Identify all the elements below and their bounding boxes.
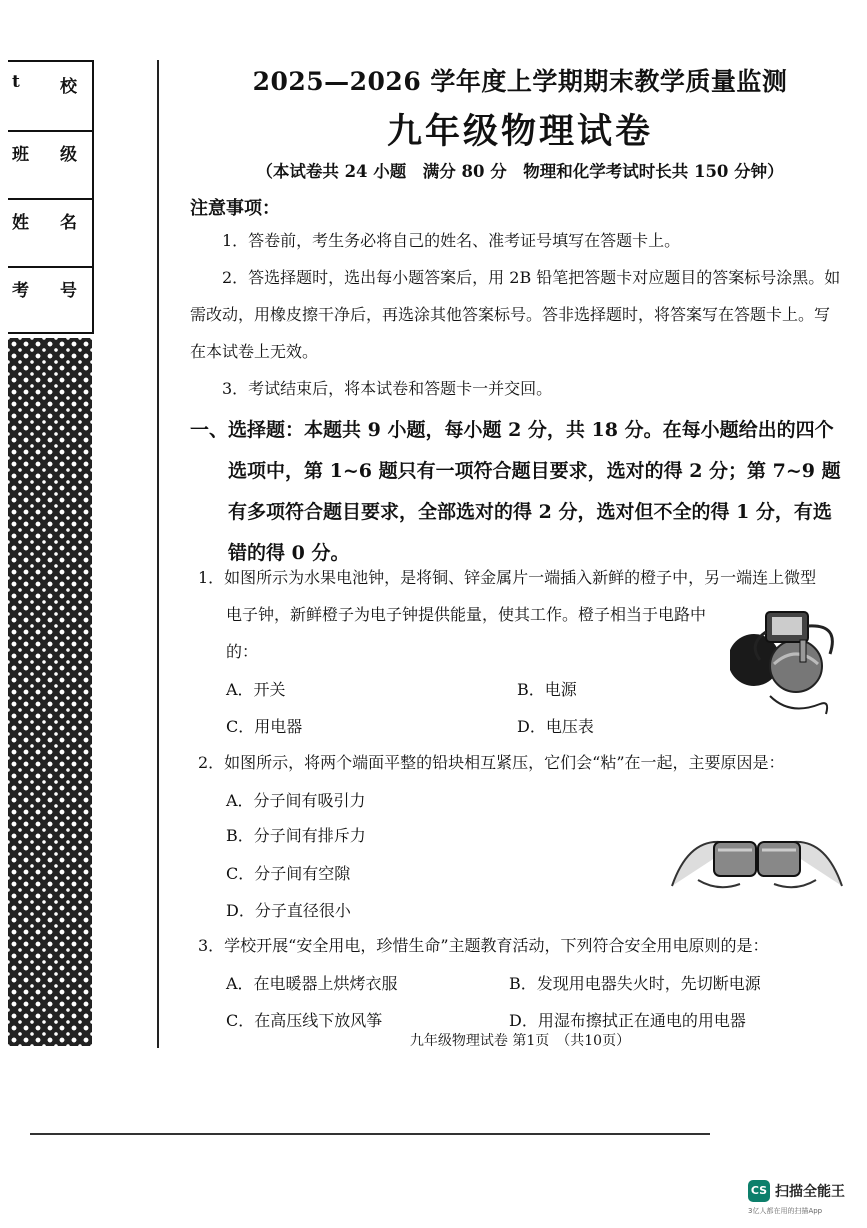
q3-stem: 3．学校开展“安全用电，珍惜生命”主题教育活动，下列符合安全用电原则的是：	[198, 936, 769, 955]
q1-line-1: 1．如图所示为水果电池钟，是将铜、锌金属片一端插入新鲜的橙子中，另一端连上微型	[198, 568, 817, 587]
exam-header-title: 2025—2026 学年度上学期期末教学质量监测	[252, 67, 788, 96]
page-footer: 九年级物理试卷 第1页 （共10页）	[409, 1033, 631, 1049]
fruit-battery-clock-image	[730, 604, 852, 722]
binding-line	[157, 60, 159, 1048]
q3-option-b: B．发现用电器失火时，先切断电源	[509, 974, 761, 993]
q2-stem: 2．如图所示，将两个端面平整的铅块相互紧压，它们会“粘”在一起，主要原因是：	[198, 753, 785, 772]
decorative-border-pattern	[8, 338, 92, 1046]
q1-option-d: D．电压表	[517, 717, 594, 736]
q3-option-a: A．在电暖器上烘烤衣服	[226, 974, 398, 993]
name-row	[8, 198, 92, 268]
notice-item-3: 3．考试结束后，将本试卷和答题卡一并交回。	[222, 379, 553, 398]
q2-option-a: A．分子间有吸引力	[226, 791, 366, 810]
q1-option-a: A．开关	[226, 680, 286, 699]
section-1-number: 一、	[190, 419, 229, 441]
name-label: 名	[60, 213, 77, 233]
lead-blocks-hands-image	[668, 820, 846, 898]
q1-option-b: B．电源	[517, 680, 577, 699]
school-label-pre: t	[12, 72, 20, 92]
number-label-pre: 考	[12, 281, 29, 301]
q1-line-2: 电子钟，新鲜橙子为电子钟提供能量，使其工作。橙子相当于电路中	[226, 605, 707, 624]
section-1-text: 选择题：本题共 9 小题，每小题 2 分，共 18 分。在每小题给出的四个选项中，第 1~6 题只有一项符合题目要求，选对的得 2 分；第 7~9 题有多项符合题目要求，全部选对的得 2 分，选对但不全的得 1 分，有选错的得 0 分。	[228, 419, 841, 564]
notice-title: 注意事项：	[190, 198, 280, 219]
class-label-pre: 班	[12, 145, 29, 165]
student-info-box	[8, 60, 94, 334]
notice-item-2: 2．答选择题时，选出每小题答案后，用 2B 铅笔把答题卡对应题目的答案标号涂黑。如需改动，用橡皮擦干净后，再选涂其他答案标号。答非选择题时，将答案写在答题卡上。写在本试卷上无效。	[190, 268, 841, 361]
q2-option-b: B．分子间有排斥力	[226, 826, 366, 845]
q2-option-c: C．分子间有空隙	[226, 864, 351, 883]
q3-option-d: D．用湿布擦拭正在通电的用电器	[509, 1011, 746, 1030]
q3-option-c: C．在高压线下放风筝	[226, 1011, 383, 1030]
class-row	[8, 130, 92, 200]
number-label: 号	[60, 281, 77, 301]
camscanner-logo-icon: CS	[748, 1180, 770, 1202]
school-row	[8, 62, 92, 132]
exam-main-title: 九年级物理试卷	[386, 111, 653, 152]
q1-option-c: C．用电器	[226, 717, 303, 736]
bottom-divider	[30, 1133, 710, 1135]
notice-item-1: 1．答卷前，考生务必将自己的姓名、准考证号填写在答题卡上。	[222, 231, 681, 250]
school-label: 校	[60, 77, 77, 97]
watermark-app-name: 扫描全能王	[775, 1184, 845, 1200]
name-label-pre: 姓	[12, 213, 29, 233]
q2-option-d: D．分子直径很小	[226, 901, 351, 920]
number-row	[8, 266, 92, 334]
class-label: 级	[60, 145, 77, 165]
exam-subtitle: （本试卷共 24 小题 满分 80 分 物理和化学考试时长共 150 分钟）	[256, 162, 784, 181]
watermark-tagline: 3亿人都在用的扫描App	[748, 1207, 823, 1215]
q1-line-3: 的：	[226, 642, 259, 661]
